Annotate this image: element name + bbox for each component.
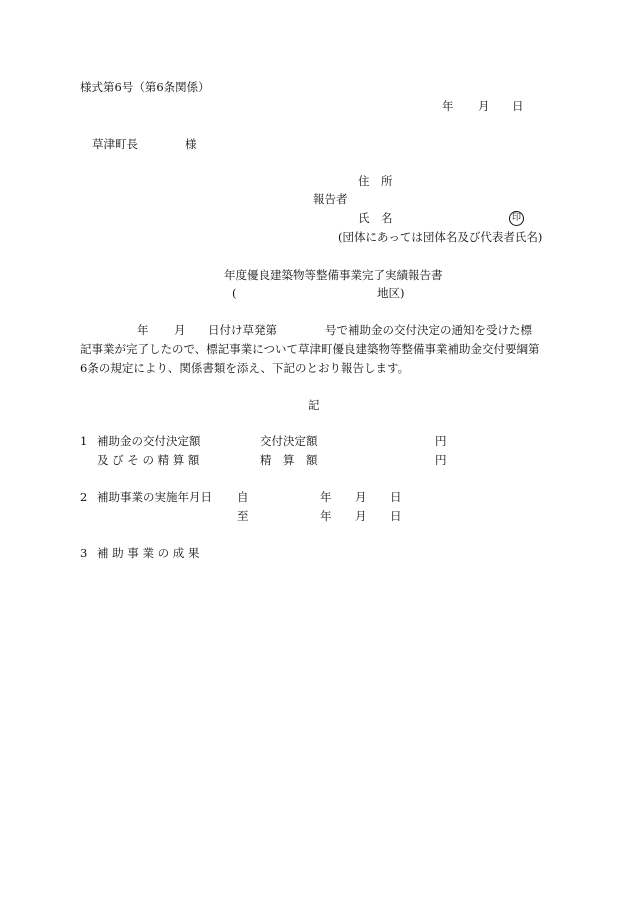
item2-to-day: 日 [390, 509, 402, 523]
body-line2: 記事業が完了したので、標記事業について草津町優良建築物等整備事業補助金交付要綱第 [80, 342, 540, 356]
item1-label-line2: 及 び そ の 精 算 額 [97, 453, 200, 467]
date-day: 日 [512, 99, 524, 113]
district-close: 地区) [377, 286, 405, 300]
item2-from-month: 月 [355, 490, 367, 504]
body-date-ref: 日付け草発第 [208, 323, 277, 337]
item2-to: 至 [237, 509, 249, 523]
seal-icon: 印 [509, 211, 524, 226]
item1-sub1: 交付決定額 [260, 434, 318, 448]
reporter-note: (団体にあっては団体名及び代表者氏名) [338, 230, 543, 244]
body-line3: 6条の規定により、関係書類を添え、下記のとおり報告します。 [80, 361, 410, 375]
reporter-name-label: 氏 名 [358, 211, 393, 225]
addressee-name: 草津町長 [92, 137, 138, 151]
item2-label: 補助事業の実施年月日 [97, 490, 212, 504]
item1-label-line1: 補助金の交付決定額 [97, 434, 201, 448]
item2-to-year: 年 [320, 509, 332, 523]
reporter-role-label: 報告者 [313, 192, 348, 206]
item2-from-year: 年 [320, 490, 332, 504]
ki-heading: 記 [308, 398, 320, 412]
item2-from-day: 日 [390, 490, 402, 504]
date-year: 年 [442, 99, 454, 113]
body-month: 月 [174, 323, 186, 337]
item1-unit1: 円 [435, 434, 447, 448]
form-number: 様式第6号（第6条関係） [80, 80, 210, 94]
item2-number: 2 [80, 490, 88, 504]
item1-number: 1 [80, 434, 88, 448]
district-open: ( [232, 286, 237, 300]
item1-unit2: 円 [435, 453, 447, 467]
addressee-honorific: 様 [185, 137, 197, 151]
item1-sub2: 精 算 額 [260, 453, 318, 467]
body-year: 年 [137, 323, 149, 337]
body-line1-rest: 号で補助金の交付決定の通知を受けた標 [325, 323, 532, 337]
item3-number: 3 [80, 546, 88, 560]
item3-label: 補 助 事 業 の 成 果 [97, 546, 200, 560]
item2-from: 自 [237, 490, 249, 504]
item2-to-month: 月 [355, 509, 367, 523]
reporter-address-label: 住 所 [358, 174, 393, 188]
date-month: 月 [478, 99, 490, 113]
document-title: 年度優良建築物等整備事業完了実績報告書 [224, 268, 443, 282]
